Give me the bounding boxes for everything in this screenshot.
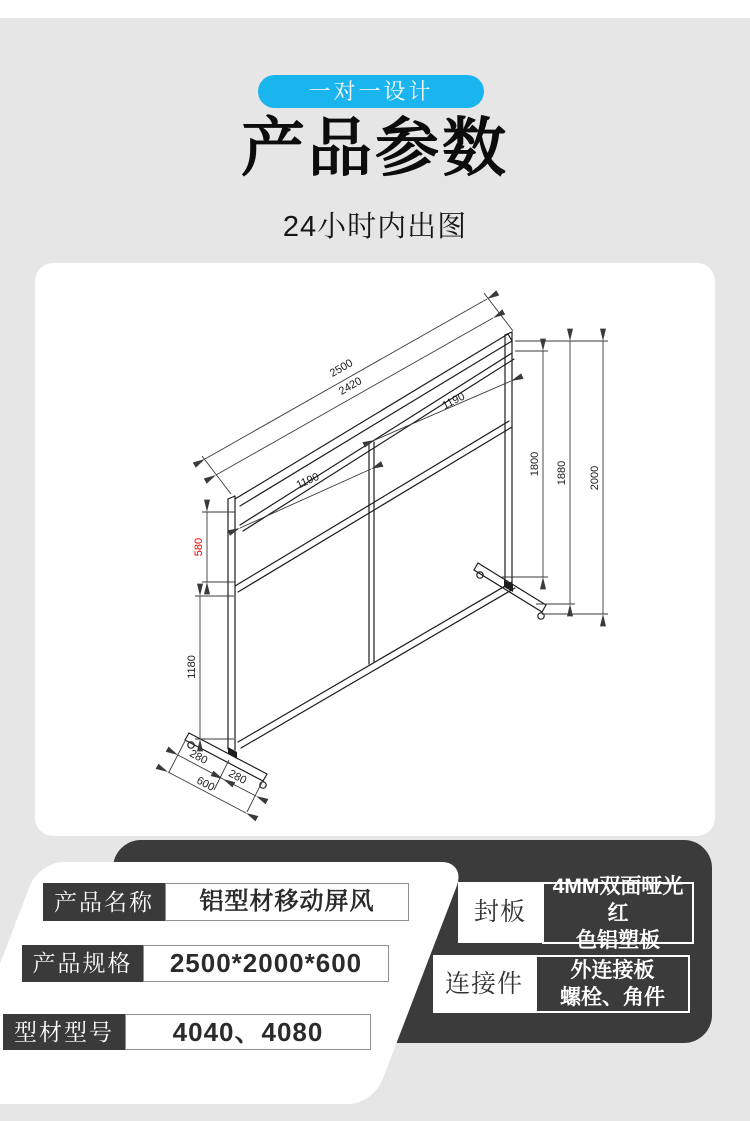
technical-drawing-panel [35,263,715,836]
frame-structure [185,332,546,788]
material-row-panel-value-line2: 色铝塑板 [576,928,660,952]
spec-row-product-name-value: 铝型材移动屏风 [165,883,409,921]
partition-dimension-drawing [35,263,715,836]
spec-row-product-size-value: 2500*2000*600 [143,945,389,982]
spec-row-product-size-label: 产品规格 [22,945,143,982]
material-row-connector-value-line1: 外连接板 [570,959,655,982]
dim-label-1880: 1880 [556,460,568,486]
dim-label-280: 280 [226,767,249,787]
dim-label-580: 580 [193,537,205,557]
spec-row-profile-model-value: 4040、4080 [125,1014,371,1050]
dim-label-2420: 2420 [336,375,365,398]
dimension-lines [168,293,608,813]
dim-label-280: 280 [187,747,210,767]
dim-label-1190: 1190 [440,390,467,413]
top-white-strip [0,0,750,18]
material-row-connector-label: 连接件 [433,955,535,1013]
spec-row-profile-model-label: 型材型号 [3,1014,125,1050]
dim-label-1800: 1800 [529,451,541,477]
dim-label-2000: 2000 [589,465,601,491]
dim-label-600: 600 [194,774,217,794]
material-row-connector-value-line2: 螺栓、角件 [560,986,665,1009]
page-title: 产品参数 [241,112,509,184]
spec-row-product-name-label: 产品名称 [43,883,165,921]
dimension-labels [186,357,601,794]
material-row-panel-label: 封板 [458,882,542,943]
material-row-panel-value-line1: 4MM双面哑光红 [552,874,684,925]
design-badge-label: 一对一设计 [308,79,434,104]
page-subtitle: 24小时内出图 [282,211,468,243]
dim-label-1180: 1180 [186,655,198,679]
dim-label-2500: 2500 [327,357,356,380]
material-row-panel-value [542,874,694,952]
dim-label-1190: 1190 [294,470,322,492]
material-row-connector-value [535,955,690,1013]
